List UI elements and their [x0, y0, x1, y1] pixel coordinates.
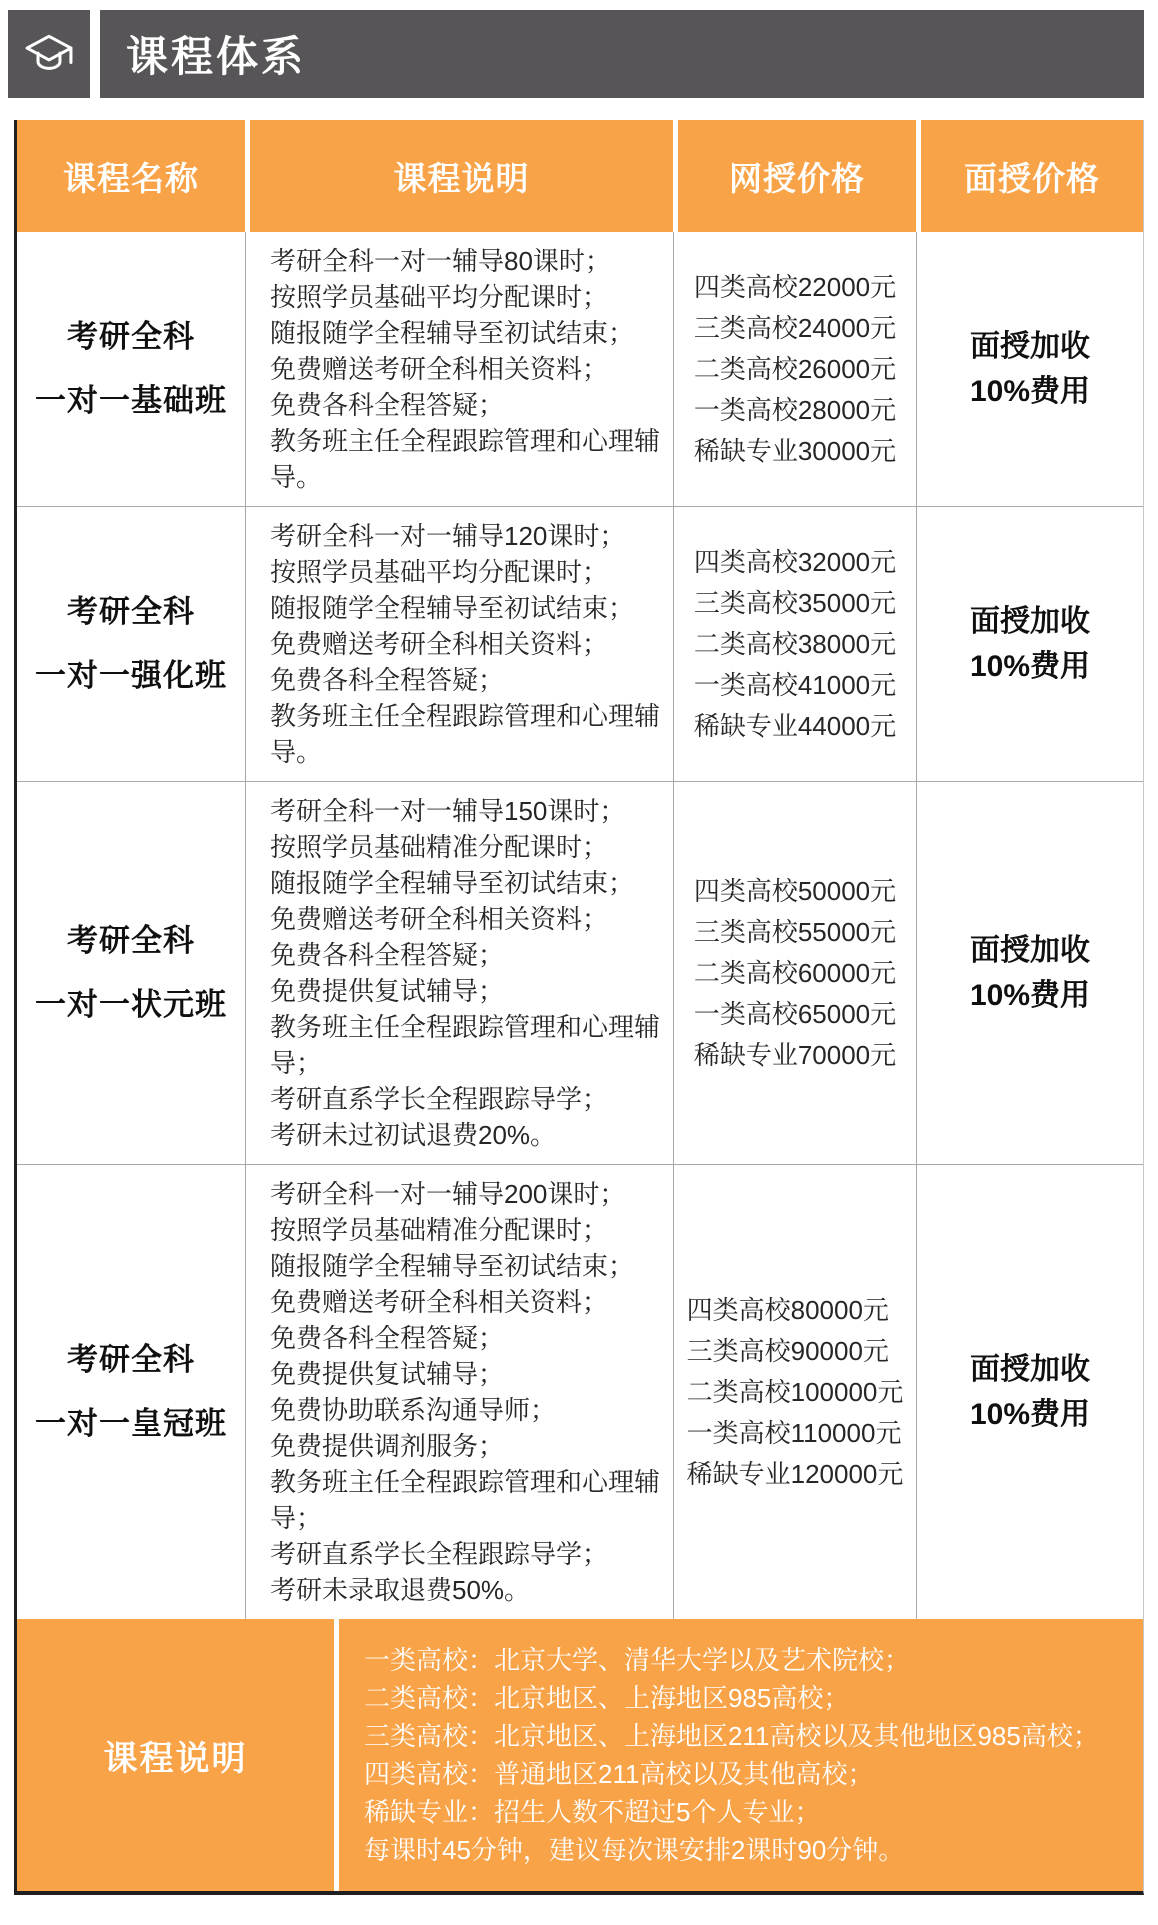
header-cell-online-price	[673, 120, 916, 232]
text-line: 二类高校：北京地区、上海地区985高校；	[364, 1683, 850, 1713]
text-line: 教务班主任全程跟踪管理和心理辅导。	[270, 701, 661, 767]
text-line: 一类高校28000元	[693, 394, 897, 425]
logo-box	[8, 10, 90, 98]
offline-price-cell	[916, 507, 1143, 781]
text-line: 一类高校：北京大学、清华大学以及艺术院校；	[364, 1645, 911, 1675]
text-line: 二类高校100000元	[686, 1376, 904, 1407]
text-line: 按照学员基础精准分配课时；	[270, 832, 609, 862]
text-line: 教务班主任全程跟踪管理和心理辅导。	[270, 426, 661, 492]
online-price-cell	[673, 782, 916, 1164]
text-line: 免费提供复试辅导；	[270, 976, 505, 1006]
table-footer-row	[17, 1619, 1143, 1891]
text-line: 考研全科	[67, 594, 195, 629]
course-name	[35, 909, 227, 1037]
text-line: 随报随学全程辅导至初试结束；	[270, 593, 635, 623]
page-title: 课程体系	[126, 33, 307, 80]
online-price-list	[694, 871, 896, 1076]
header-label: 课程名称	[63, 159, 199, 197]
course-description	[246, 793, 673, 1153]
course-name-cell	[17, 782, 245, 1164]
text-line: 一对一基础班	[35, 383, 227, 418]
text-line: 随报随学全程辅导至初试结束；	[270, 868, 635, 898]
text-line: 免费赠送考研全科相关资料；	[270, 904, 609, 934]
text-line: 考研全科	[67, 1342, 195, 1377]
offline-price	[970, 599, 1090, 689]
course-name-cell	[17, 507, 245, 781]
text-line: 随报随学全程辅导至初试结束；	[270, 318, 635, 348]
text-line: 考研直系学长全程跟踪导学；	[270, 1539, 609, 1569]
text-line: 面授加收	[969, 605, 1090, 638]
text-line: 四类高校32000元	[693, 546, 897, 577]
course-description-cell	[245, 782, 673, 1164]
online-price-list	[694, 542, 896, 747]
header-label: 面授价格	[964, 159, 1100, 197]
text-line: 考研全科一对一辅导150课时；	[270, 796, 626, 826]
offline-price	[970, 324, 1090, 414]
text-line: 稀缺专业70000元	[693, 1039, 897, 1070]
text-line: 每课时45分钟，建议每次课安排2课时90分钟。	[364, 1835, 905, 1865]
header-label: 网授价格	[729, 159, 865, 197]
footer-notes-cell	[334, 1619, 1143, 1891]
text-line: 四类高校50000元	[693, 875, 897, 906]
text-line: 三类高校90000元	[686, 1335, 889, 1366]
text-line: 三类高校：北京地区、上海地区211高校以及其他地区985高校；	[364, 1721, 1099, 1751]
text-line: 免费提供复试辅导；	[270, 1359, 505, 1389]
table-body	[17, 232, 1143, 1619]
course-description	[246, 243, 673, 495]
footer-notes	[364, 1641, 1099, 1869]
text-line: 考研直系学长全程跟踪导学；	[270, 1084, 609, 1114]
offline-price	[970, 928, 1090, 1018]
table-row	[17, 781, 1143, 1164]
table-row	[17, 506, 1143, 781]
text-line: 三类高校24000元	[693, 312, 897, 343]
text-line: 免费协助联系沟通导师；	[270, 1395, 557, 1425]
text-line: 考研全科一对一辅导200课时；	[270, 1179, 626, 1209]
text-line: 考研全科	[67, 319, 195, 354]
table-row	[17, 1164, 1143, 1619]
text-line: 10%费用	[969, 650, 1091, 683]
text-line: 10%费用	[969, 1398, 1091, 1431]
course-name	[35, 580, 227, 708]
text-line: 面授加收	[969, 1353, 1090, 1386]
text-line: 免费各科全程答疑；	[270, 1323, 505, 1353]
text-line: 二类高校38000元	[693, 628, 897, 659]
text-line: 稀缺专业：招生人数不超过5个人专业；	[364, 1797, 821, 1827]
offline-price	[970, 1347, 1090, 1437]
header-label: 课程说明	[393, 159, 530, 197]
text-line: 四类高校22000元	[693, 271, 897, 302]
text-line: 10%费用	[969, 979, 1091, 1012]
text-line: 稀缺专业44000元	[693, 710, 897, 741]
text-line: 免费各科全程答疑；	[270, 665, 505, 695]
text-line: 一对一强化班	[35, 658, 227, 693]
text-line: 按照学员基础平均分配课时；	[270, 282, 609, 312]
course-name-cell	[17, 1165, 245, 1619]
footer-label-cell	[17, 1619, 334, 1891]
footer-label: 课程说明	[103, 1739, 248, 1778]
text-line: 免费各科全程答疑；	[270, 390, 505, 420]
online-price-list	[687, 1290, 904, 1495]
text-line: 四类高校：普通地区211高校以及其他高校；	[364, 1759, 874, 1789]
text-line: 10%费用	[969, 375, 1091, 408]
text-line: 按照学员基础精准分配课时；	[270, 1215, 609, 1245]
text-line: 免费赠送考研全科相关资料；	[270, 354, 609, 384]
header-cell-course-description	[245, 120, 673, 232]
text-line: 随报随学全程辅导至初试结束；	[270, 1251, 635, 1281]
course-description-cell	[245, 1165, 673, 1619]
text-line: 二类高校60000元	[693, 957, 897, 988]
text-line: 免费赠送考研全科相关资料；	[270, 1287, 609, 1317]
text-line: 考研未录取退费50%。	[270, 1575, 531, 1605]
text-line: 教务班主任全程跟踪管理和心理辅导；	[270, 1467, 661, 1533]
table-row	[17, 232, 1143, 506]
course-description-cell	[245, 507, 673, 781]
text-line: 三类高校35000元	[693, 587, 897, 618]
text-line: 按照学员基础平均分配课时；	[270, 557, 609, 587]
text-line: 三类高校55000元	[693, 916, 897, 947]
course-description-cell	[245, 232, 673, 506]
course-name	[35, 1328, 227, 1456]
text-line: 考研未过初试退费20%。	[270, 1120, 557, 1150]
text-line: 免费提供调剂服务；	[270, 1431, 505, 1461]
text-line: 免费赠送考研全科相关资料；	[270, 629, 609, 659]
online-price-cell	[673, 507, 916, 781]
text-line: 一对一皇冠班	[35, 1406, 227, 1441]
graduation-cap-icon	[22, 27, 76, 81]
course-name-cell	[17, 232, 245, 506]
text-line: 面授加收	[969, 330, 1090, 363]
course-description	[246, 518, 673, 770]
course-name	[35, 305, 227, 433]
text-line: 考研全科	[67, 923, 195, 958]
course-description	[246, 1176, 673, 1608]
offline-price-cell	[916, 1165, 1143, 1619]
header-cell-course-name	[17, 120, 245, 232]
text-line: 一对一状元班	[35, 987, 227, 1022]
text-line: 稀缺专业120000元	[686, 1458, 904, 1489]
text-line: 免费各科全程答疑；	[270, 940, 505, 970]
top-banner	[8, 10, 1144, 98]
text-line: 一类高校65000元	[693, 998, 897, 1029]
online-price-list	[694, 267, 896, 472]
offline-price-cell	[916, 232, 1143, 506]
offline-price-cell	[916, 782, 1143, 1164]
text-line: 考研全科一对一辅导80课时；	[270, 246, 611, 276]
table-header-row	[17, 120, 1143, 232]
title-bar	[100, 10, 1144, 98]
text-line: 二类高校26000元	[693, 353, 897, 384]
text-line: 考研全科一对一辅导120课时；	[270, 521, 626, 551]
online-price-cell	[673, 232, 916, 506]
text-line: 教务班主任全程跟踪管理和心理辅导；	[270, 1012, 661, 1078]
text-line: 面授加收	[969, 934, 1090, 967]
header-cell-offline-price	[916, 120, 1143, 232]
online-price-cell	[673, 1165, 916, 1619]
text-line: 稀缺专业30000元	[693, 435, 897, 466]
text-line: 一类高校41000元	[693, 669, 897, 700]
text-line: 一类高校110000元	[686, 1417, 902, 1448]
course-table	[14, 120, 1144, 1895]
text-line: 四类高校80000元	[686, 1294, 889, 1325]
